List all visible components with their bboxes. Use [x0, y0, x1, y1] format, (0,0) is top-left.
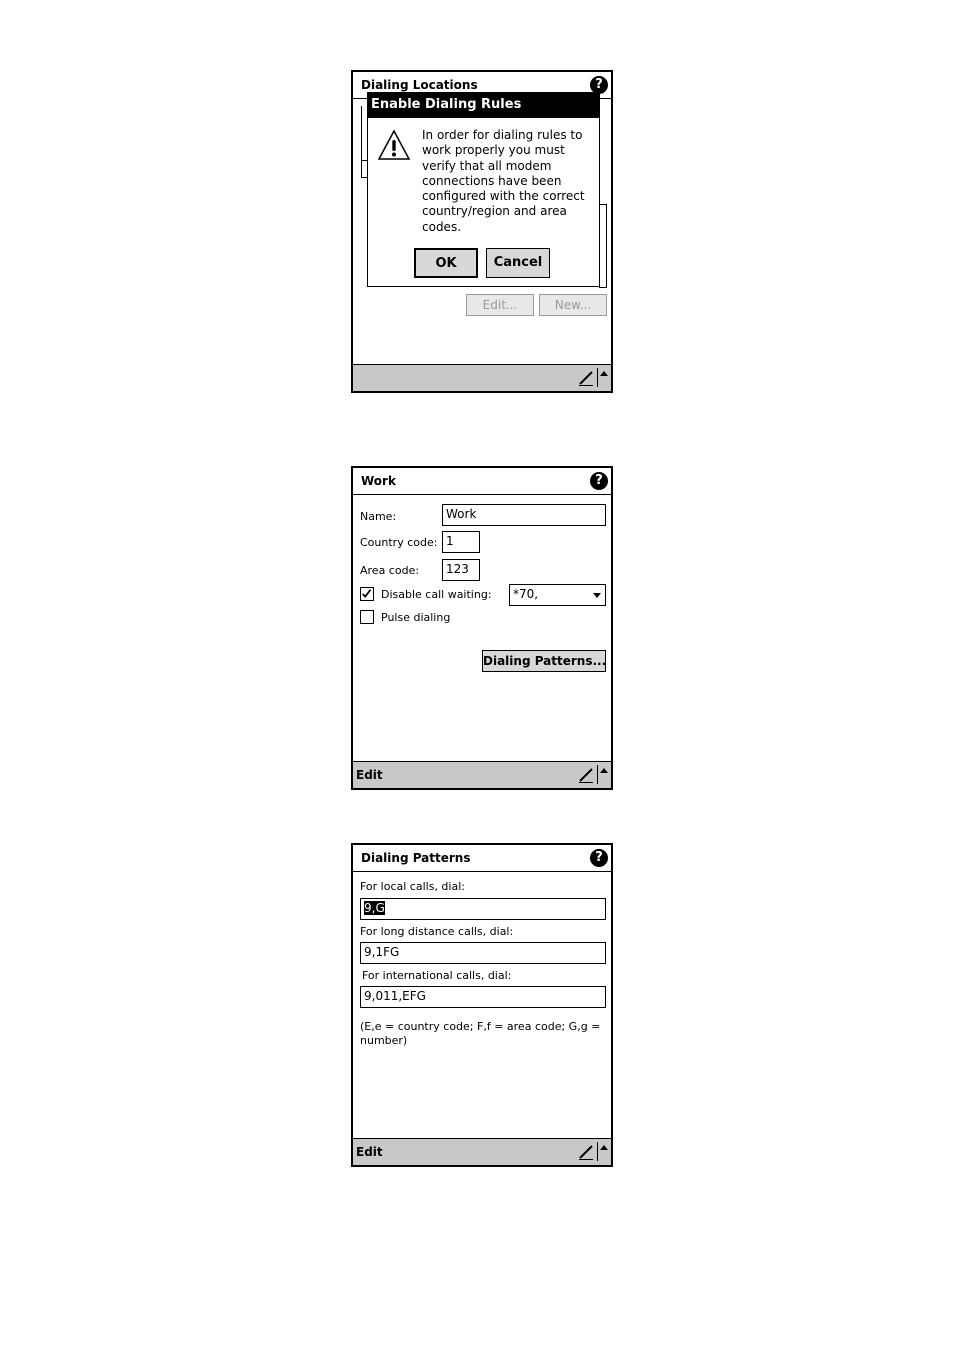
area-code-input[interactable]: 123 — [442, 559, 480, 581]
warning-icon — [377, 129, 411, 161]
country-code-label: Country code: — [360, 536, 438, 549]
dialog-title: Enable Dialing Rules — [368, 93, 599, 118]
page-title: Work — [361, 474, 396, 488]
edit-menu[interactable]: Edit — [356, 768, 383, 782]
sip-separator — [597, 1142, 598, 1161]
menu-bar — [353, 1138, 611, 1165]
dialog-message: In order for dialing rules to work properly you must verify that all modem connections have been configured with the correct country/region and area codes. — [422, 128, 585, 234]
checkmark-icon — [361, 588, 373, 600]
area-code-label: Area code: — [360, 564, 420, 577]
pen-input-icon[interactable] — [577, 369, 595, 387]
edit-location-button[interactable]: Edit... — [466, 294, 534, 316]
title-bar — [353, 468, 611, 495]
local-calls-label: For local calls, dial: — [360, 880, 465, 893]
sip-separator — [597, 368, 598, 387]
page-title: Dialing Patterns — [361, 851, 471, 865]
country-code-input[interactable]: 1 — [442, 531, 480, 553]
chevron-down-icon — [593, 593, 601, 598]
work-location-screen — [351, 466, 613, 790]
international-label: For international calls, dial: — [362, 969, 512, 982]
sip-separator — [597, 765, 598, 784]
international-input[interactable]: 9,011,EFG — [360, 986, 606, 1008]
new-location-button[interactable]: New... — [539, 294, 607, 316]
pattern-legend-note: (E,e = country code; F,f = area code; G,g = number) — [360, 1020, 601, 1047]
dialing-patterns-screen — [351, 843, 613, 1167]
enable-dialing-rules-dialog — [367, 92, 600, 287]
help-icon[interactable]: ? — [590, 472, 608, 490]
menu-bar — [353, 364, 611, 391]
local-calls-value: 9,G — [364, 901, 385, 915]
sip-arrow-up-icon[interactable] — [600, 768, 608, 773]
call-waiting-select[interactable] — [509, 584, 606, 606]
name-input[interactable]: Work — [442, 504, 606, 526]
pen-input-icon[interactable] — [577, 766, 595, 784]
dialing-locations-screen — [351, 70, 613, 393]
edit-menu[interactable]: Edit — [356, 1145, 383, 1159]
call-waiting-label: Disable call waiting: — [381, 588, 492, 601]
pen-input-icon[interactable] — [577, 1143, 595, 1161]
background-text-stub — [361, 106, 366, 166]
pulse-dialing-checkbox[interactable] — [360, 610, 374, 624]
name-label: Name: — [360, 510, 397, 523]
dialing-patterns-button[interactable]: Dialing Patterns... — [482, 650, 606, 672]
cancel-button[interactable]: Cancel — [486, 248, 550, 278]
long-distance-input[interactable]: 9,1FG — [360, 942, 606, 964]
help-icon[interactable]: ? — [590, 76, 608, 94]
help-icon[interactable]: ? — [590, 849, 608, 867]
sip-arrow-up-icon[interactable] — [600, 371, 608, 376]
page-title: Dialing Locations — [361, 78, 478, 92]
title-bar — [353, 845, 611, 872]
sip-arrow-up-icon[interactable] — [600, 1145, 608, 1150]
ok-button[interactable]: OK — [414, 248, 478, 278]
menu-bar — [353, 761, 611, 788]
call-waiting-value: *70, — [513, 587, 539, 601]
pulse-dialing-label: Pulse dialing — [381, 611, 451, 624]
local-calls-input[interactable] — [360, 898, 606, 920]
call-waiting-checkbox[interactable] — [360, 587, 374, 601]
long-distance-label: For long distance calls, dial: — [360, 925, 514, 938]
background-list-edge — [599, 204, 607, 288]
